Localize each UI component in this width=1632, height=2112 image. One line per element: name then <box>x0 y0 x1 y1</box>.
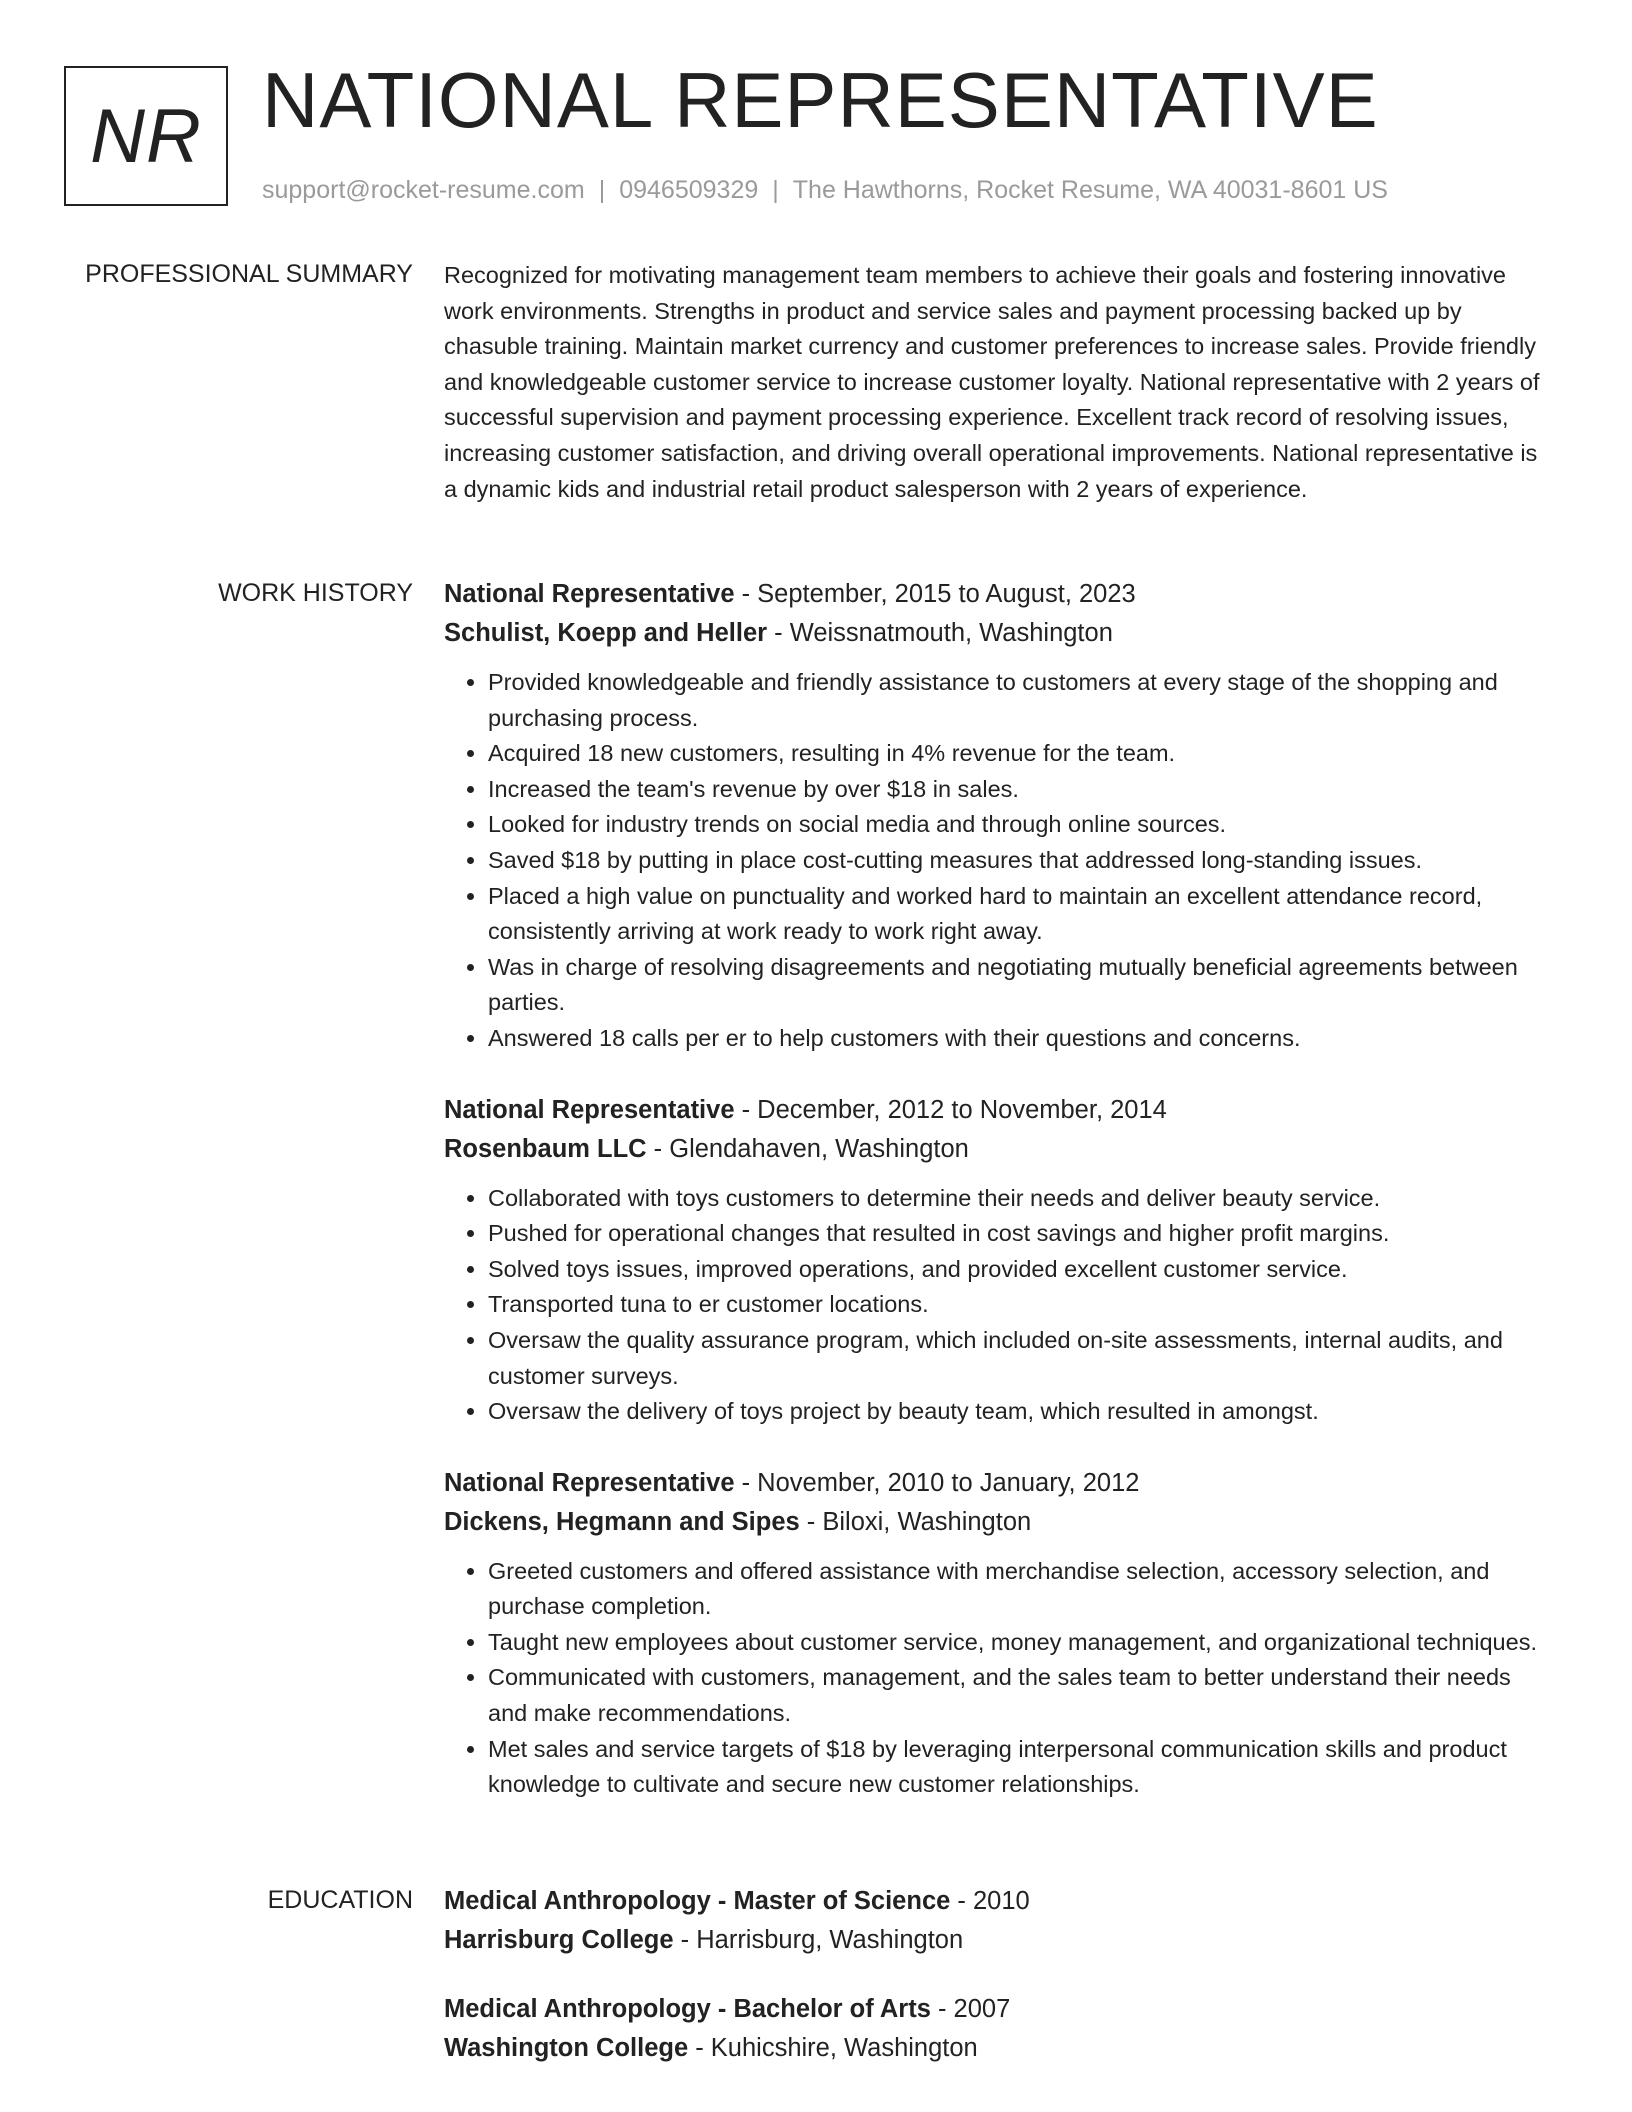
education-degree: Medical Anthropology - Master of Science <box>444 1887 951 1915</box>
contact-separator: | <box>772 176 779 204</box>
job-bullet: • Greeted customers and offered assistance with merchandise selection, accessory selection, and purchase completion. <box>488 1554 1556 1625</box>
education-degree-line <box>444 1882 1556 1921</box>
contact-separator: | <box>598 176 606 204</box>
job-dates: - December, 2012 to November, 2014 <box>734 1095 1167 1124</box>
education-entry <box>444 1990 1556 2068</box>
job-company-line <box>444 1130 1556 1169</box>
job-entry <box>444 575 1556 1057</box>
job-bullet: • Was in charge of resolving disagreements and negotiating mutually beneficial agreements between parties. <box>488 950 1556 1021</box>
contact-phone[interactable]: 0946509329 <box>619 176 759 204</box>
work-history-body <box>444 575 1556 1803</box>
job-bullets <box>444 1181 1556 1430</box>
job-title: National Representative <box>444 580 735 608</box>
job-bullet: • Oversaw the delivery of toys project by beauty team, which resulted in amongst. <box>488 1394 1556 1430</box>
job-bullet: • Communicated with customers, management, and the sales team to better understand their needs and make recommendations. <box>488 1660 1556 1731</box>
education-degree-line <box>444 1990 1556 2029</box>
job-company: Dickens, Hegmann and Sipes <box>444 1507 800 1536</box>
monogram-box <box>64 66 228 206</box>
summary-text: Recognized for motivating management team members to achieve their goals and fostering innovative work environments. Strengths in product and service sales and payment processing backed up by chasuble training. Maintain market currency and customer preferences to increase sales. Provide friendly and knowledgeable customer service to increase customer loyalty. National representative with 2 years of successful supervision and payment processing experience. Excellent track record of resolving issues, increasing customer satisfaction, and driving overall operational improvements. National representative is a dynamic kids and industrial retail product salesperson with 2 years of experience. <box>444 262 1540 502</box>
candidate-name: NATIONAL REPRESENTATIVE <box>262 56 1379 144</box>
job-bullet: • Acquired 18 new customers, resulting in 4% revenue for the team. <box>488 736 1556 772</box>
education-year: - 2010 <box>950 1887 1030 1915</box>
job-bullet: • Collaborated with toys customers to determine their needs and deliver beauty service. <box>488 1181 1556 1217</box>
education-school: Harrisburg College <box>444 1926 674 1954</box>
job-title-line <box>444 1464 1556 1503</box>
section-label-summary: PROFESSIONAL SUMMARY <box>85 260 413 288</box>
job-location: - Glendahaven, Washington <box>646 1134 969 1163</box>
contact-address: The Hawthorns, Rocket Resume, WA 40031-8601 US <box>792 176 1388 204</box>
education-entry <box>444 1882 1556 1960</box>
section-label-work-history: WORK HISTORY <box>218 579 413 607</box>
job-title-line <box>444 1091 1556 1130</box>
job-company-line <box>444 1503 1556 1542</box>
job-title: National Representative <box>444 1468 735 1497</box>
job-title-line <box>444 575 1556 614</box>
job-dates: - September, 2015 to August, 2023 <box>734 580 1136 608</box>
job-bullet: • Increased the team's revenue by over $18 in sales. <box>488 772 1556 808</box>
job-bullet: • Taught new employees about customer service, money management, and organizational techniques. <box>488 1625 1556 1661</box>
summary-body <box>444 258 1556 507</box>
job-bullet: • Transported tuna to er customer locations. <box>488 1287 1556 1323</box>
job-bullet: • Answered 18 calls per er to help customers with their questions and concerns. <box>488 1021 1556 1057</box>
job-company: Schulist, Koepp and Heller <box>444 619 768 647</box>
job-company-line <box>444 614 1556 653</box>
job-company: Rosenbaum LLC <box>444 1134 647 1163</box>
job-location: - Biloxi, Washington <box>799 1507 1032 1536</box>
job-entry <box>444 1464 1556 1803</box>
job-title: National Representative <box>444 1095 735 1124</box>
education-school: Washington College <box>444 2034 689 2062</box>
education-school-line <box>444 2029 1556 2068</box>
monogram-initials: NR <box>90 93 202 179</box>
contact-email[interactable]: support@rocket-resume.com <box>262 176 585 204</box>
education-body <box>444 1882 1556 2068</box>
job-bullet: • Met sales and service targets of $18 by leveraging interpersonal communication skills and product knowledge to cultivate and secure new customer relationships. <box>488 1732 1556 1803</box>
job-bullet: • Looked for industry trends on social media and through online sources. <box>488 807 1556 843</box>
education-year: - 2007 <box>930 1995 1011 2023</box>
job-bullet: • Provided knowledgeable and friendly assistance to customers at every stage of the shopping and purchasing process. <box>488 665 1556 736</box>
job-entry <box>444 1091 1556 1430</box>
job-bullets <box>444 1554 1556 1803</box>
education-location: - Harrisburg, Washington <box>673 1926 964 1954</box>
job-dates: - November, 2010 to January, 2012 <box>734 1468 1140 1497</box>
job-bullet: • Solved toys issues, improved operations, and provided excellent customer service. <box>488 1252 1556 1288</box>
education-degree: Medical Anthropology - Bachelor of Arts <box>444 1995 931 2023</box>
job-bullet: • Placed a high value on punctuality and worked hard to maintain an excellent attendance record, consistently arriving at work ready to work right away. <box>488 879 1556 950</box>
job-bullet: • Pushed for operational changes that resulted in cost savings and higher profit margins. <box>488 1216 1556 1252</box>
education-school-line <box>444 1921 1556 1960</box>
job-bullet: • Saved $18 by putting in place cost-cutting measures that addressed long-standing issues. <box>488 843 1556 879</box>
job-bullets <box>444 665 1556 1057</box>
contact-line <box>262 174 1388 207</box>
section-label-education: EDUCATION <box>267 1886 413 1914</box>
job-bullet: • Oversaw the quality assurance program, which included on-site assessments, internal audits, and customer surveys. <box>488 1323 1556 1394</box>
education-location: - Kuhicshire, Washington <box>688 2034 978 2062</box>
job-location: - Weissnatmouth, Washington <box>767 619 1113 647</box>
